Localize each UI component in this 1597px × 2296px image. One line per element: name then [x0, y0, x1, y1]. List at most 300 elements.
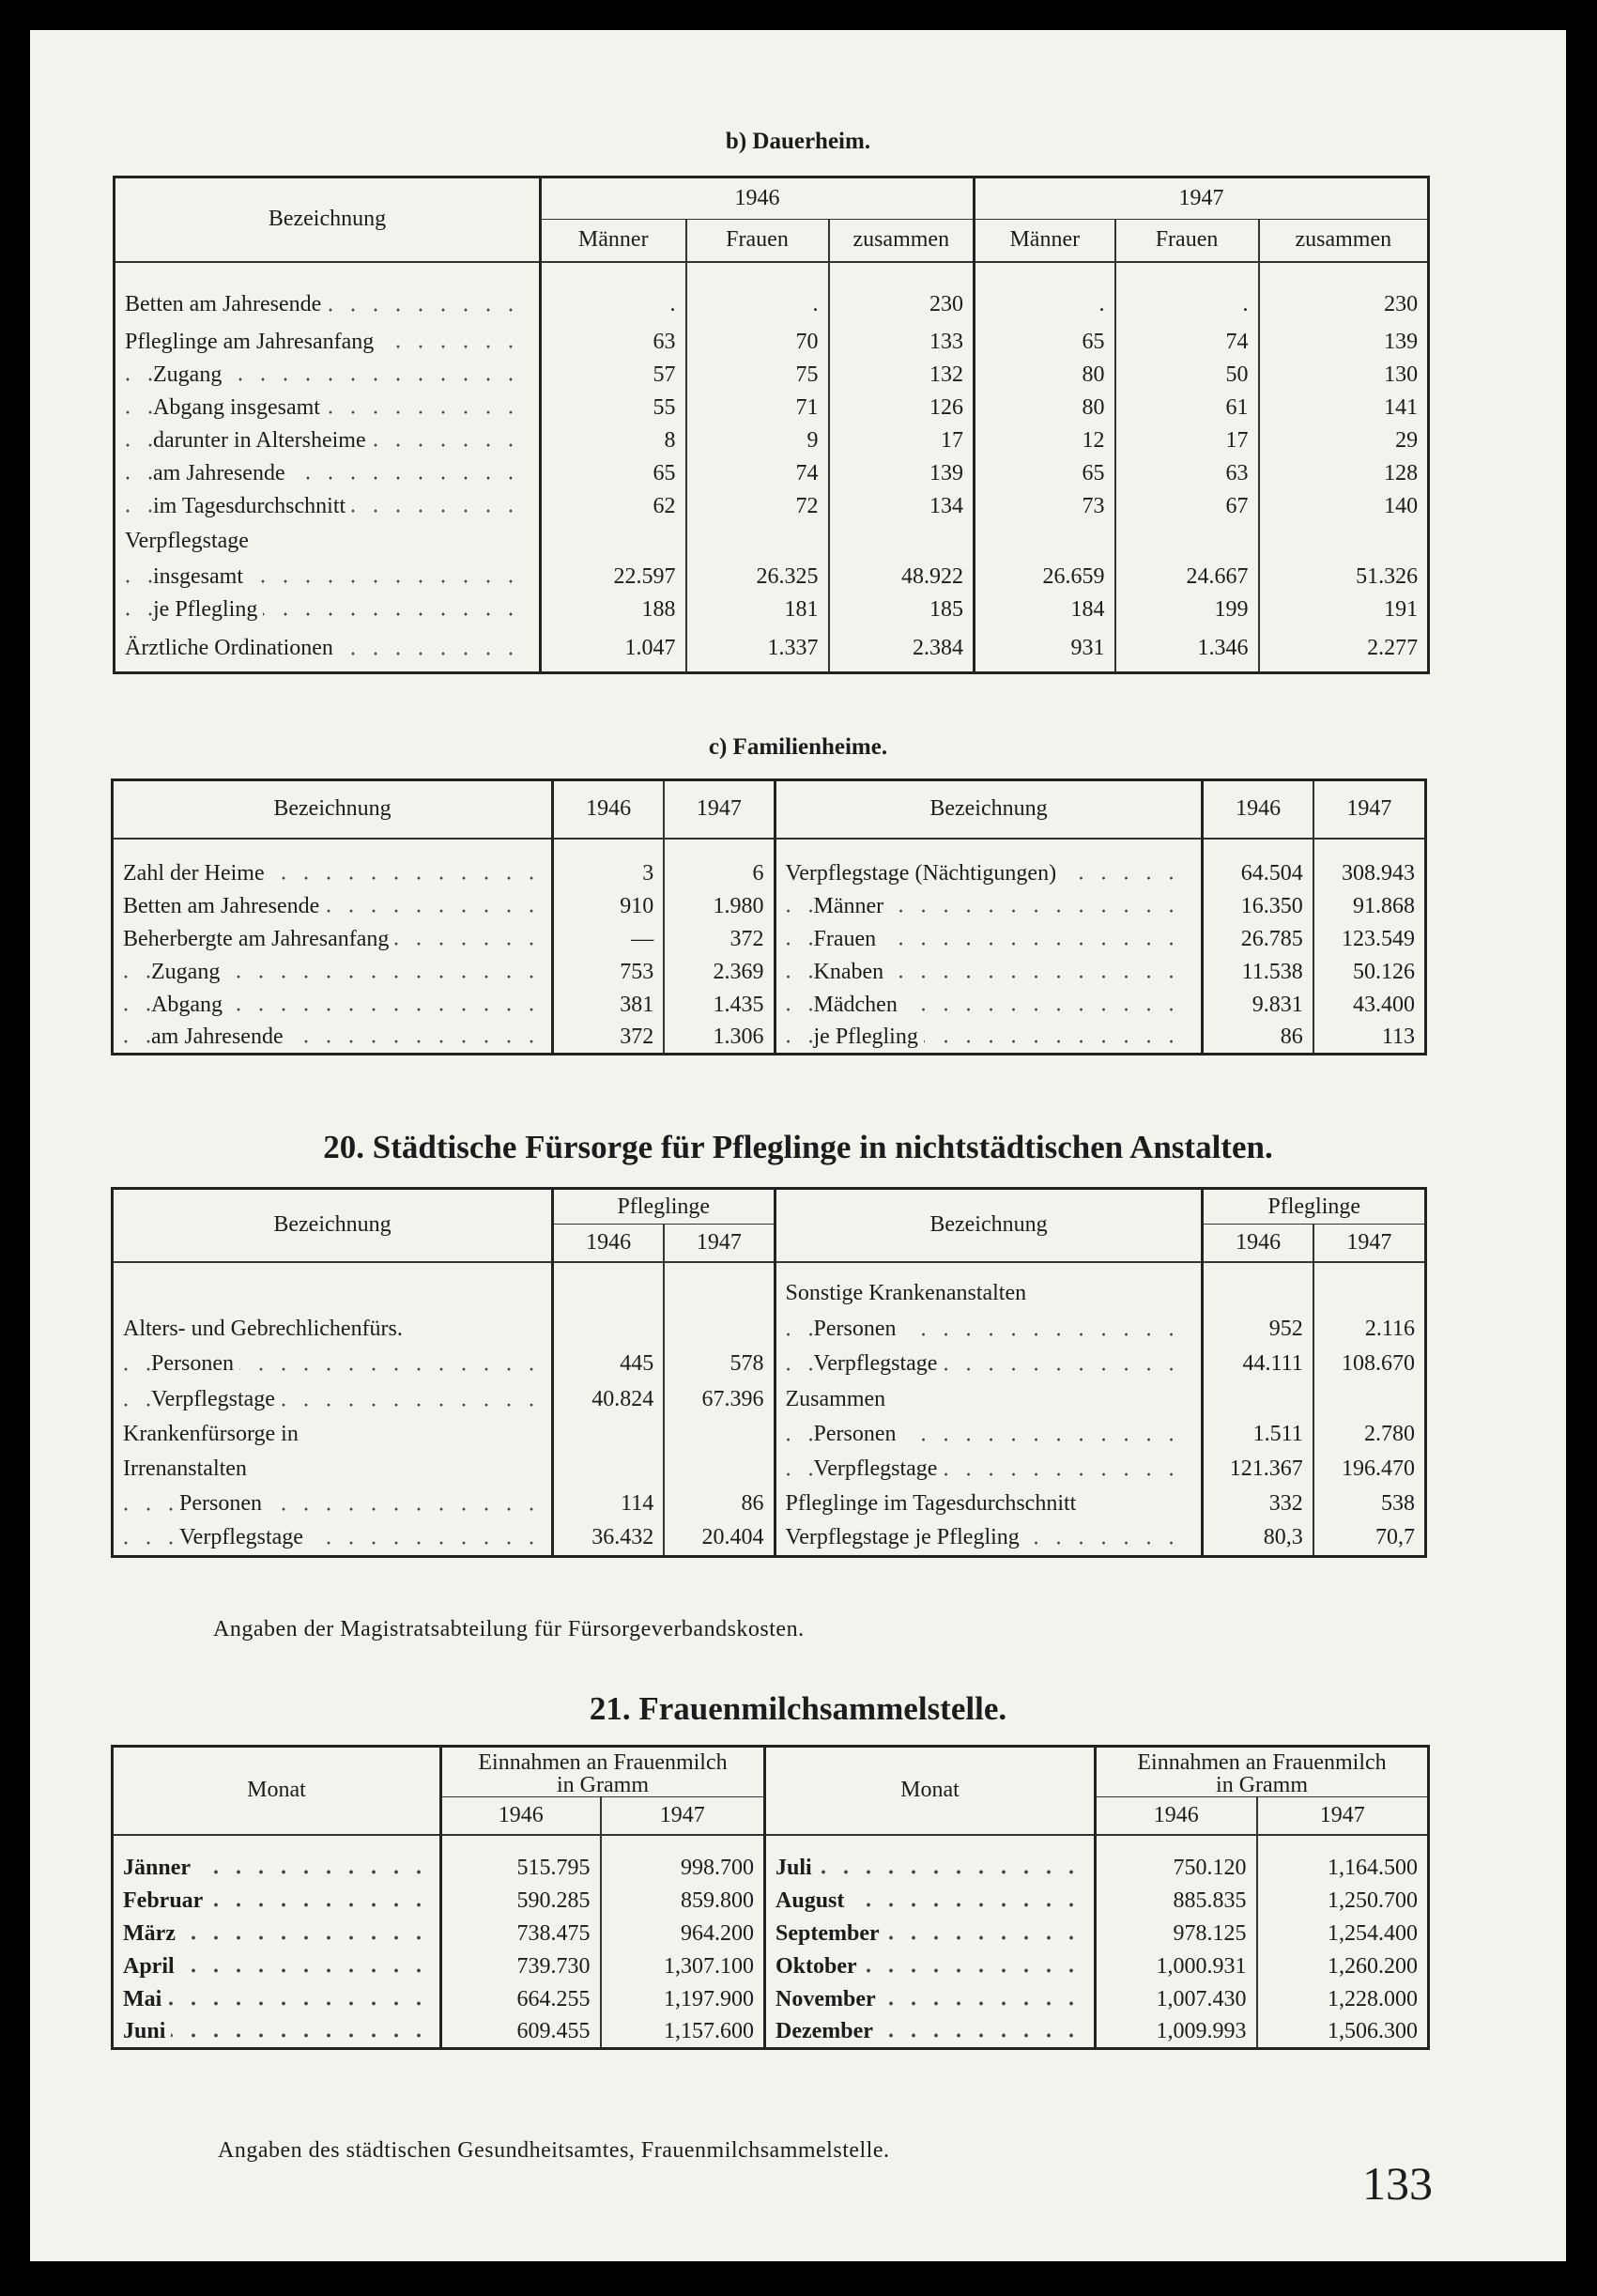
row-label: [113, 1313, 553, 1347]
table-row: [115, 523, 1429, 561]
value-cell: 86: [1203, 1022, 1313, 1055]
row-label: [775, 1382, 1203, 1418]
value-cell: 590.285: [441, 1885, 601, 1918]
dauer-header-frauen-1946: Frauen: [686, 220, 829, 262]
row-label-text: Personen: [814, 1422, 902, 1446]
dauer-header-1946: 1946: [541, 177, 975, 220]
row-label-text: Männer: [814, 894, 890, 918]
table-row: [113, 1022, 1426, 1055]
value-cell: 26.325: [686, 561, 829, 593]
value-cell: 1.306: [664, 1022, 775, 1055]
row-label-text: November: [775, 1987, 882, 2011]
table-row: [113, 1950, 1429, 1983]
value-cell: 1,164.500: [1257, 1852, 1429, 1885]
row-label-text: Personen: [814, 1317, 902, 1341]
value-cell: 9: [686, 424, 829, 457]
row-label-text: Irrenanstalten: [123, 1456, 247, 1481]
table-row: [113, 1452, 1426, 1487]
row-label-text: Verpflegstage: [151, 1387, 281, 1411]
value-cell: 74: [1115, 326, 1259, 359]
value-cell: 126: [829, 392, 975, 424]
value-cell: 113: [1313, 1022, 1426, 1055]
value-cell: 9.831: [1203, 989, 1313, 1022]
table-row: [113, 1918, 1429, 1950]
value-cell: [664, 1313, 775, 1347]
row-label: [113, 1022, 553, 1055]
empty-cell: [553, 1275, 665, 1313]
milch-header-einnahmen-line1-left: Einnahmen an Frauenmilch: [478, 1750, 728, 1775]
fuer-header-1946-right: 1946: [1203, 1225, 1313, 1262]
row-label-text: Ärztliche Ordinationen: [125, 636, 339, 660]
row-label: [113, 1885, 441, 1918]
fuer-header-bez-left: Bezeichnung: [113, 1189, 553, 1262]
fuer-header-pfl-left: Pfleglinge: [553, 1189, 775, 1225]
row-label: [775, 1487, 1203, 1521]
row-label-text: März: [123, 1921, 181, 1946]
value-cell: [1259, 523, 1429, 561]
value-cell: 11.538: [1203, 956, 1313, 989]
value-cell: 308.943: [1313, 857, 1426, 890]
value-cell: 51.326: [1259, 561, 1429, 593]
row-label: [775, 1313, 1203, 1347]
table-row: [113, 1521, 1426, 1557]
value-cell: 50.126: [1313, 956, 1426, 989]
fam-header-bez-left: Bezeichnung: [113, 780, 553, 839]
value-cell: 130: [1259, 359, 1429, 392]
row-label: [113, 1382, 553, 1418]
row-label: [113, 2016, 441, 2049]
dauer-header-frauen-1947: Frauen: [1115, 220, 1259, 262]
value-cell: 2.116: [1313, 1313, 1426, 1347]
value-cell: 750.120: [1096, 1852, 1257, 1885]
value-cell: 70,7: [1313, 1521, 1426, 1557]
value-cell: [686, 523, 829, 561]
row-label: [775, 989, 1203, 1022]
value-cell: [1203, 1275, 1313, 1313]
milch-header-einnahmen-right: [1096, 1747, 1429, 1797]
dauer-header-zusammen-1946: zusammen: [829, 220, 975, 262]
row-label: [113, 1983, 441, 2016]
row-label-text: Pfleglinge am Jahresanfang: [125, 330, 379, 354]
value-cell: 123.549: [1313, 923, 1426, 956]
value-cell: —: [553, 923, 665, 956]
table-row: [115, 626, 1429, 673]
value-cell: 43.400: [1313, 989, 1426, 1022]
value-cell: 6: [664, 857, 775, 890]
value-cell: 65: [975, 457, 1115, 490]
value-cell: 1,254.400: [1257, 1918, 1429, 1950]
value-cell: 332: [1203, 1487, 1313, 1521]
row-label-text: Zahl der Heime: [123, 861, 270, 886]
value-cell: 578: [664, 1347, 775, 1382]
dauer-header-zusammen-1947: zusammen: [1259, 220, 1429, 262]
row-label: [765, 1918, 1096, 1950]
value-cell: 952: [1203, 1313, 1313, 1347]
row-label: [775, 1347, 1203, 1382]
row-label: [113, 857, 553, 890]
milch-header-1946-right: 1946: [1096, 1797, 1257, 1835]
value-cell: 2.780: [1313, 1418, 1426, 1452]
value-cell: 1.511: [1203, 1418, 1313, 1452]
value-cell: 1.435: [664, 989, 775, 1022]
row-label-text: am Jahresende: [153, 461, 291, 485]
row-label-text: Juli: [775, 1856, 818, 1880]
value-cell: 230: [829, 285, 975, 326]
value-cell: 63: [1115, 457, 1259, 490]
row-label-text: Juni: [123, 2019, 171, 2043]
value-cell: 3: [553, 857, 665, 890]
dauerheim-title: b) Dauerheim.: [725, 129, 871, 154]
table-row: [115, 326, 1429, 359]
value-cell: 108.670: [1313, 1347, 1426, 1382]
table-row: [113, 857, 1426, 890]
row-label-text: Oktober: [775, 1954, 863, 1979]
value-cell: 1,007.430: [1096, 1983, 1257, 2016]
table-row: [115, 424, 1429, 457]
value-cell: 1,307.100: [601, 1950, 765, 1983]
row-label: [113, 923, 553, 956]
table-row: [113, 956, 1426, 989]
value-cell: 80: [975, 359, 1115, 392]
value-cell: 1,228.000: [1257, 1983, 1429, 2016]
row-label: [113, 1347, 553, 1382]
value-cell: .: [541, 285, 686, 326]
value-cell: 1,197.900: [601, 1983, 765, 2016]
row-label: [765, 1852, 1096, 1885]
value-cell: 61: [1115, 392, 1259, 424]
row-label: [775, 857, 1203, 890]
row-label: [765, 1950, 1096, 1983]
row-label-text: Krankenfürsorge in: [123, 1422, 299, 1446]
value-cell: [553, 1452, 665, 1487]
value-cell: 445: [553, 1347, 665, 1382]
row-label-text: am Jahresende: [151, 1025, 289, 1049]
fuer-header-bez-right: Bezeichnung: [775, 1189, 1203, 1262]
row-label-text: Personen: [151, 1351, 239, 1376]
row-label-text: Sonstige Krankenanstalten: [785, 1281, 1027, 1305]
row-label: [115, 561, 541, 593]
table-row: [115, 593, 1429, 626]
table-row: [113, 1852, 1429, 1885]
value-cell: 114: [553, 1487, 665, 1521]
value-cell: 196.470: [1313, 1452, 1426, 1487]
page: [30, 30, 1566, 2261]
value-cell: 1,260.200: [1257, 1950, 1429, 1983]
milch-header-monat-right: Monat: [765, 1747, 1096, 1835]
table-row: [113, 1418, 1426, 1452]
empty-cell: [113, 1275, 553, 1313]
row-label-text: Verpflegstage: [125, 529, 249, 553]
row-label-text: insgesamt: [153, 564, 249, 589]
row-label-text: je Pflegling: [814, 1025, 924, 1049]
table-row: [115, 359, 1429, 392]
value-cell: 22.597: [541, 561, 686, 593]
value-cell: [553, 1313, 665, 1347]
value-cell: 55: [541, 392, 686, 424]
row-label-text: Betten am Jahresende: [123, 894, 325, 918]
table-row: [113, 1382, 1426, 1418]
row-label-text: Verpflegstage (Nächtigungen): [786, 861, 1063, 886]
value-cell: 64.504: [1203, 857, 1313, 890]
value-cell: [553, 1418, 665, 1452]
table-row: [115, 490, 1429, 523]
value-cell: 2.384: [829, 626, 975, 673]
value-cell: 57: [541, 359, 686, 392]
value-cell: 132: [829, 359, 975, 392]
row-label-text: Dezember: [775, 2019, 879, 2043]
value-cell: 20.404: [664, 1521, 775, 1557]
row-label: [113, 1852, 441, 1885]
row-label-text: je Pflegling: [153, 597, 263, 622]
milch-header-einnahmen-line2-right: in Gramm: [1216, 1773, 1309, 1797]
row-label-text: Abgang insgesamt: [153, 395, 326, 420]
value-cell: 50: [1115, 359, 1259, 392]
table-row: [115, 285, 1429, 326]
milch-header-einnahmen-line1-right: Einnahmen an Frauenmilch: [1137, 1750, 1387, 1775]
frauenmilch-table: [111, 1745, 1430, 2050]
milch-header-einnahmen-line2-left: in Gramm: [557, 1773, 649, 1797]
row-label: [113, 1487, 553, 1521]
value-cell: 75: [686, 359, 829, 392]
fuer-header-1947-right: 1947: [1313, 1225, 1426, 1262]
value-cell: 139: [1259, 326, 1429, 359]
value-cell: 12: [975, 424, 1115, 457]
row-label: [113, 989, 553, 1022]
value-cell: 515.795: [441, 1852, 601, 1885]
value-cell: 121.367: [1203, 1452, 1313, 1487]
row-label: [115, 457, 541, 490]
row-label: [765, 1983, 1096, 2016]
value-cell: 739.730: [441, 1950, 601, 1983]
familienheime-title: c) Familienheime.: [708, 734, 888, 760]
value-cell: 191: [1259, 593, 1429, 626]
milch-header-monat-left: Monat: [113, 1747, 441, 1835]
row-label-text: Abgang: [151, 993, 228, 1017]
row-label: [115, 392, 541, 424]
row-label: [113, 1521, 553, 1557]
row-label: [115, 593, 541, 626]
value-cell: 188: [541, 593, 686, 626]
value-cell: 184: [975, 593, 1115, 626]
value-cell: 134: [829, 490, 975, 523]
value-cell: [1313, 1382, 1426, 1418]
table-row: [113, 923, 1426, 956]
value-cell: 978.125: [1096, 1918, 1257, 1950]
empty-cell: [664, 1275, 775, 1313]
value-cell: 910: [553, 890, 665, 923]
fam-header-bez-right: Bezeichnung: [775, 780, 1203, 839]
value-cell: 80: [975, 392, 1115, 424]
fuer-header-1946-left: 1946: [553, 1225, 665, 1262]
value-cell: 753: [553, 956, 665, 989]
value-cell: 2.369: [664, 956, 775, 989]
row-label: [113, 1950, 441, 1983]
value-cell: 381: [553, 989, 665, 1022]
value-cell: 1,009.993: [1096, 2016, 1257, 2049]
value-cell: [1203, 1382, 1313, 1418]
fam-header-1946-left: 1946: [553, 780, 665, 839]
row-label-text: Verpflegstage: [814, 1351, 944, 1376]
table-row: [113, 2016, 1429, 2049]
row-label-text: September: [775, 1921, 885, 1946]
milch-header-1947-right: 1947: [1257, 1797, 1429, 1835]
dauerheim-table: [113, 176, 1430, 674]
dauer-header-maenner-1947: Männer: [975, 220, 1115, 262]
value-cell: 24.667: [1115, 561, 1259, 593]
table-row: [113, 890, 1426, 923]
value-cell: 738.475: [441, 1918, 601, 1950]
row-label: [115, 359, 541, 392]
value-cell: 80,3: [1203, 1521, 1313, 1557]
value-cell: 664.255: [441, 1983, 601, 2016]
value-cell: .: [1115, 285, 1259, 326]
table-row: [113, 989, 1426, 1022]
row-label-text: Beherbergte am Jahresanfang: [123, 927, 394, 951]
value-cell: [1313, 1275, 1426, 1313]
value-cell: 1,506.300: [1257, 2016, 1429, 2049]
row-label: [115, 490, 541, 523]
row-label: [115, 285, 541, 326]
value-cell: 70: [686, 326, 829, 359]
row-label-text: Verpflegstage: [814, 1456, 944, 1481]
value-cell: 74: [686, 457, 829, 490]
row-label-text: Betten am Jahresende: [125, 292, 327, 316]
value-cell: 36.432: [553, 1521, 665, 1557]
frauenmilch-title: 21. Frauenmilchsammelstelle.: [589, 1690, 1007, 1727]
value-cell: 538: [1313, 1487, 1426, 1521]
fuersorge-table: [111, 1187, 1427, 1558]
row-label: [115, 523, 541, 561]
value-cell: 181: [686, 593, 829, 626]
row-label: [113, 1418, 553, 1452]
row-label: [775, 1275, 1203, 1313]
value-cell: 17: [1115, 424, 1259, 457]
fuer-header-pfl-right: Pfleglinge: [1203, 1189, 1426, 1225]
fuersorge-note: Angaben der Magistratsabteilung für Fürsorgeverbandskosten.: [213, 1617, 805, 1641]
value-cell: 859.800: [601, 1885, 765, 1918]
fam-header-1947-left: 1947: [664, 780, 775, 839]
row-label-text: Knaben: [814, 960, 890, 984]
table-row: [113, 1487, 1426, 1521]
value-cell: 1,250.700: [1257, 1885, 1429, 1918]
row-label: [775, 890, 1203, 923]
value-cell: 1.346: [1115, 626, 1259, 673]
value-cell: 609.455: [441, 2016, 601, 2049]
value-cell: 86: [664, 1487, 775, 1521]
row-label-text: April: [123, 1954, 180, 1979]
row-label: [775, 1022, 1203, 1055]
row-label-text: Alters- und Gebrechlichenfürs.: [123, 1317, 403, 1341]
row-label-text: Frauen: [814, 927, 883, 951]
row-label: [775, 1452, 1203, 1487]
table-row: [113, 1885, 1429, 1918]
row-label: [115, 326, 541, 359]
value-cell: 1.047: [541, 626, 686, 673]
table-row: [113, 1313, 1426, 1347]
row-label-text: Zusammen: [785, 1387, 886, 1411]
row-label-text: Verpflegstage je Pflegling: [786, 1525, 1025, 1549]
row-label-text: Pfleglinge im Tagesdurchschnitt: [785, 1491, 1077, 1516]
value-cell: 1,000.931: [1096, 1950, 1257, 1983]
value-cell: 8: [541, 424, 686, 457]
value-cell: 1.980: [664, 890, 775, 923]
row-label-text: Verpflegstage: [179, 1525, 309, 1549]
row-label: [115, 424, 541, 457]
value-cell: 62: [541, 490, 686, 523]
value-cell: .: [686, 285, 829, 326]
row-label: [113, 1452, 553, 1487]
fuer-header-1947-left: 1947: [664, 1225, 775, 1262]
value-cell: 140: [1259, 490, 1429, 523]
value-cell: 964.200: [601, 1918, 765, 1950]
fam-header-1946-right: 1946: [1203, 780, 1313, 839]
dauer-header-1947: 1947: [975, 177, 1429, 220]
value-cell: 65: [975, 326, 1115, 359]
row-label: [113, 956, 553, 989]
value-cell: [975, 523, 1115, 561]
value-cell: 128: [1259, 457, 1429, 490]
value-cell: 1,157.600: [601, 2016, 765, 2049]
value-cell: .: [975, 285, 1115, 326]
dauer-header-bez: Bezeichnung: [115, 177, 541, 262]
value-cell: 372: [664, 923, 775, 956]
fam-header-1947-right: 1947: [1313, 780, 1426, 839]
table-row: [115, 457, 1429, 490]
row-label: [113, 1918, 441, 1950]
value-cell: 141: [1259, 392, 1429, 424]
value-cell: 133: [829, 326, 975, 359]
value-cell: [664, 1418, 775, 1452]
fuersorge-title: 20. Städtische Fürsorge für Pfleglinge in nichtstädtischen Anstalten.: [323, 1129, 1273, 1165]
milch-header-einnahmen-left: [441, 1747, 765, 1797]
row-label-text: Jänner: [123, 1856, 196, 1880]
value-cell: 72: [686, 490, 829, 523]
value-cell: 91.868: [1313, 890, 1426, 923]
row-label-text: Februar: [123, 1888, 208, 1913]
value-cell: [664, 1452, 775, 1487]
value-cell: 2.277: [1259, 626, 1429, 673]
table-row: [115, 561, 1429, 593]
value-cell: 65: [541, 457, 686, 490]
value-cell: [541, 523, 686, 561]
value-cell: 26.785: [1203, 923, 1313, 956]
dauer-header-maenner-1946: Männer: [541, 220, 686, 262]
value-cell: 71: [686, 392, 829, 424]
value-cell: 73: [975, 490, 1115, 523]
row-label: [775, 1521, 1203, 1557]
row-label-text: Mai: [123, 1987, 167, 2011]
value-cell: [1115, 523, 1259, 561]
page-number: 133: [1362, 2157, 1433, 2210]
row-label: [115, 626, 541, 673]
row-label-text: Zugang: [153, 362, 227, 387]
row-label: [775, 923, 1203, 956]
value-cell: [829, 523, 975, 561]
familienheime-table: [111, 778, 1427, 1056]
value-cell: 17: [829, 424, 975, 457]
value-cell: 40.824: [553, 1382, 665, 1418]
value-cell: 139: [829, 457, 975, 490]
row-label-text: Mädchen: [814, 993, 903, 1017]
value-cell: 48.922: [829, 561, 975, 593]
table-row: [115, 392, 1429, 424]
row-label: [765, 2016, 1096, 2049]
frauenmilch-note: Angaben des städtischen Gesundheitsamtes, Frauenmilchsammelstelle.: [218, 2138, 890, 2163]
milch-header-1947-left: 1947: [601, 1797, 765, 1835]
row-label-text: im Tagesdurchschnitt: [153, 494, 351, 518]
table-row: [113, 1347, 1426, 1382]
row-label: [775, 1418, 1203, 1452]
